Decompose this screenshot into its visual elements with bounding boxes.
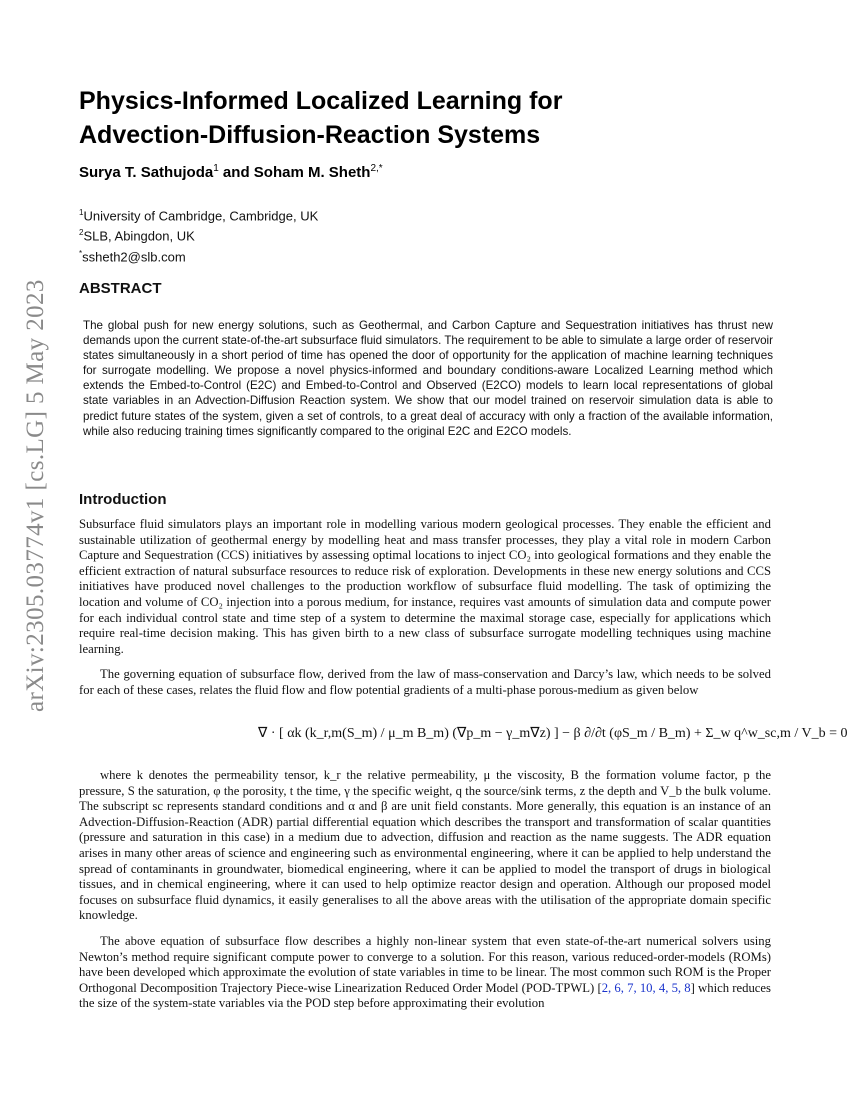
governing-equation [258,712,848,758]
intro-paragraph-3: where k denotes the permeability tensor, k_r the relative permeability, μ the viscosity, B the formation volume factor, p the pressure, S the saturation, φ the porosity, t the time, γ the specific weight, q the source/sink terms, z the depth and V_b the bulk volume. The subscript sc represents standard conditions and α and β are unit field constants. More generally, this equation is an instance of an Advection-Diffusion-Reaction (ADR) partial differential equation which describes the transport and transformation of scalar quantities (pressure and saturation in this case) in a medium due to advection, diffusion and reaction as the name suggests. The ADR equation arises in many other areas of science and engineering such as environmental engineering, where it can be applied to help understand the spread of contaminants in groundwater, biomedical engineering, where it can be applied to model the transport of drugs in biological tissues, and in chemical engineering, where it can used to help optimize reactor design and operation. Although our proposed model focuses on subsurface fluid dynamics, it easily generalises to all the above areas with the utilisation of the appropriate domain specific knowledge. [79,768,771,923]
author-conjunction: and [218,164,254,181]
arxiv-identifier-text: arXiv:2305.03774v1 [cs.LG] 5 May 2023 [22,279,49,712]
author-list [79,163,383,181]
arxiv-identifier [14,279,54,712]
abstract-heading: ABSTRACT [79,280,162,297]
email-mark: * [79,248,83,258]
intro-paragraph-4-text-a: The above equation of subsurface flow describes a highly non-linear system that even state-of-the-art numerical solvers using Newton’s method require significant compute power to converge to a solution. For this reason, various reduced-order-models (ROMs) have been developed which approximate the evolution of state variables in time to be linear. The most common such ROM is the Proper Orthogonal Decomposition Trajectory Piece-wise Linearization Reduced Order Model (POD-TPWL) [ [79,934,771,995]
title-line-1: Physics-Informed Localized Learning for [79,87,563,115]
author-2-affil-mark: 2,* [370,163,383,174]
affiliation-1-mark: 1 [79,208,84,217]
author-2: Soham M. Sheth [253,164,371,181]
affiliation-2-text: SLB, Abingdon, UK [83,228,195,244]
introduction-heading: Introduction [79,491,167,508]
citation-links[interactable]: 2, 6, 7, 10, 4, 5, 8 [601,980,691,995]
intro-paragraph-1: Subsurface fluid simulators plays an important role in modelling various modern geological processes. They enable the efficient and sustainable utilization of geothermal energy by modelling heat and mass transfer processes, they play a vital role in modern Carbon Capture and Sequestration (CCS) initiatives by assessing optimal locations to inject CO₂ into geological formations and they enable the efficient extraction of natural subsurface resources to reduce risk of exploration. Developments in these new energy solutions and CCS initiatives have produced novel challenges to the production workflow of subsurface fluid modelling. The task of optimizing the location and volume of CO₂ injection into a porous medium, for instance, requires vast amounts of simulation data and compute power for each individual control state and time step of a system to determine the maximal storage case, especially for applications which require real-time decision making. This has given birth to a new class of subsurface surrogate modelling techniques using machine learning. [79,517,771,656]
paper-title [79,84,719,152]
equation-text: ∇ · [ αk (k_r,m(S_m) / μ_m B_m) (∇p_m − γ_m∇z) ] − β ∂/∂t (φS_m / B_m) + Σ_w q^w_sc,m / V_b = 0 [258,726,848,741]
intro-paragraph-4-text-b: ] which reduces the size of the system-state variables via the POD step before approximating their evolution [79,980,771,1011]
affiliation-2 [79,224,318,244]
author-1-affil-mark: 1 [213,163,219,174]
abstract-text: The global push for new energy solutions, such as Geothermal, and Carbon Capture and Sequestration initiatives has thrust new demands upon the current state-of-the-art subsurface fluid simulators. The requirement to be able to simulate a large order of reservoir states simultaneously in a short period of time has opened the door of opportunity for the application of machine learning techniques for surrogate modelling. We propose a novel physics-informed and boundary conditions-aware Localized Learning method which extends the Embed-to-Control (E2C) and Embed-to-Control and Observed (E2CO) models to learn local representations of global state variables in an Advection-Diffusion Reaction system. We show that our model trained on reservoir simulation data is able to predict future states of the system, given a set of controls, to a great deal of accuracy with only a fraction of the available information, while also reducing training times significantly compared to the original E2C and E2CO models. [83,319,773,438]
email-text: ssheth2@slb.com [82,248,186,264]
intro-paragraph-4 [79,934,771,1012]
affiliation-1 [79,204,318,224]
affiliation-2-mark: 2 [79,228,84,238]
corresponding-email [79,245,318,265]
affiliations [79,204,318,265]
title-line-2: Advection-Diffusion-Reaction Systems [79,121,541,149]
intro-paragraph-2: The governing equation of subsurface flow, derived from the law of mass-conservation and Darcy’s law, which needs to be solved for each of these cases, relates the fluid flow and flow potential gradients of a multi-phase porous-medium as given below [79,667,771,697]
affiliation-1-text: University of Cambridge, Cambridge, UK [83,208,319,224]
author-1: Surya T. Sathujoda [79,164,214,181]
